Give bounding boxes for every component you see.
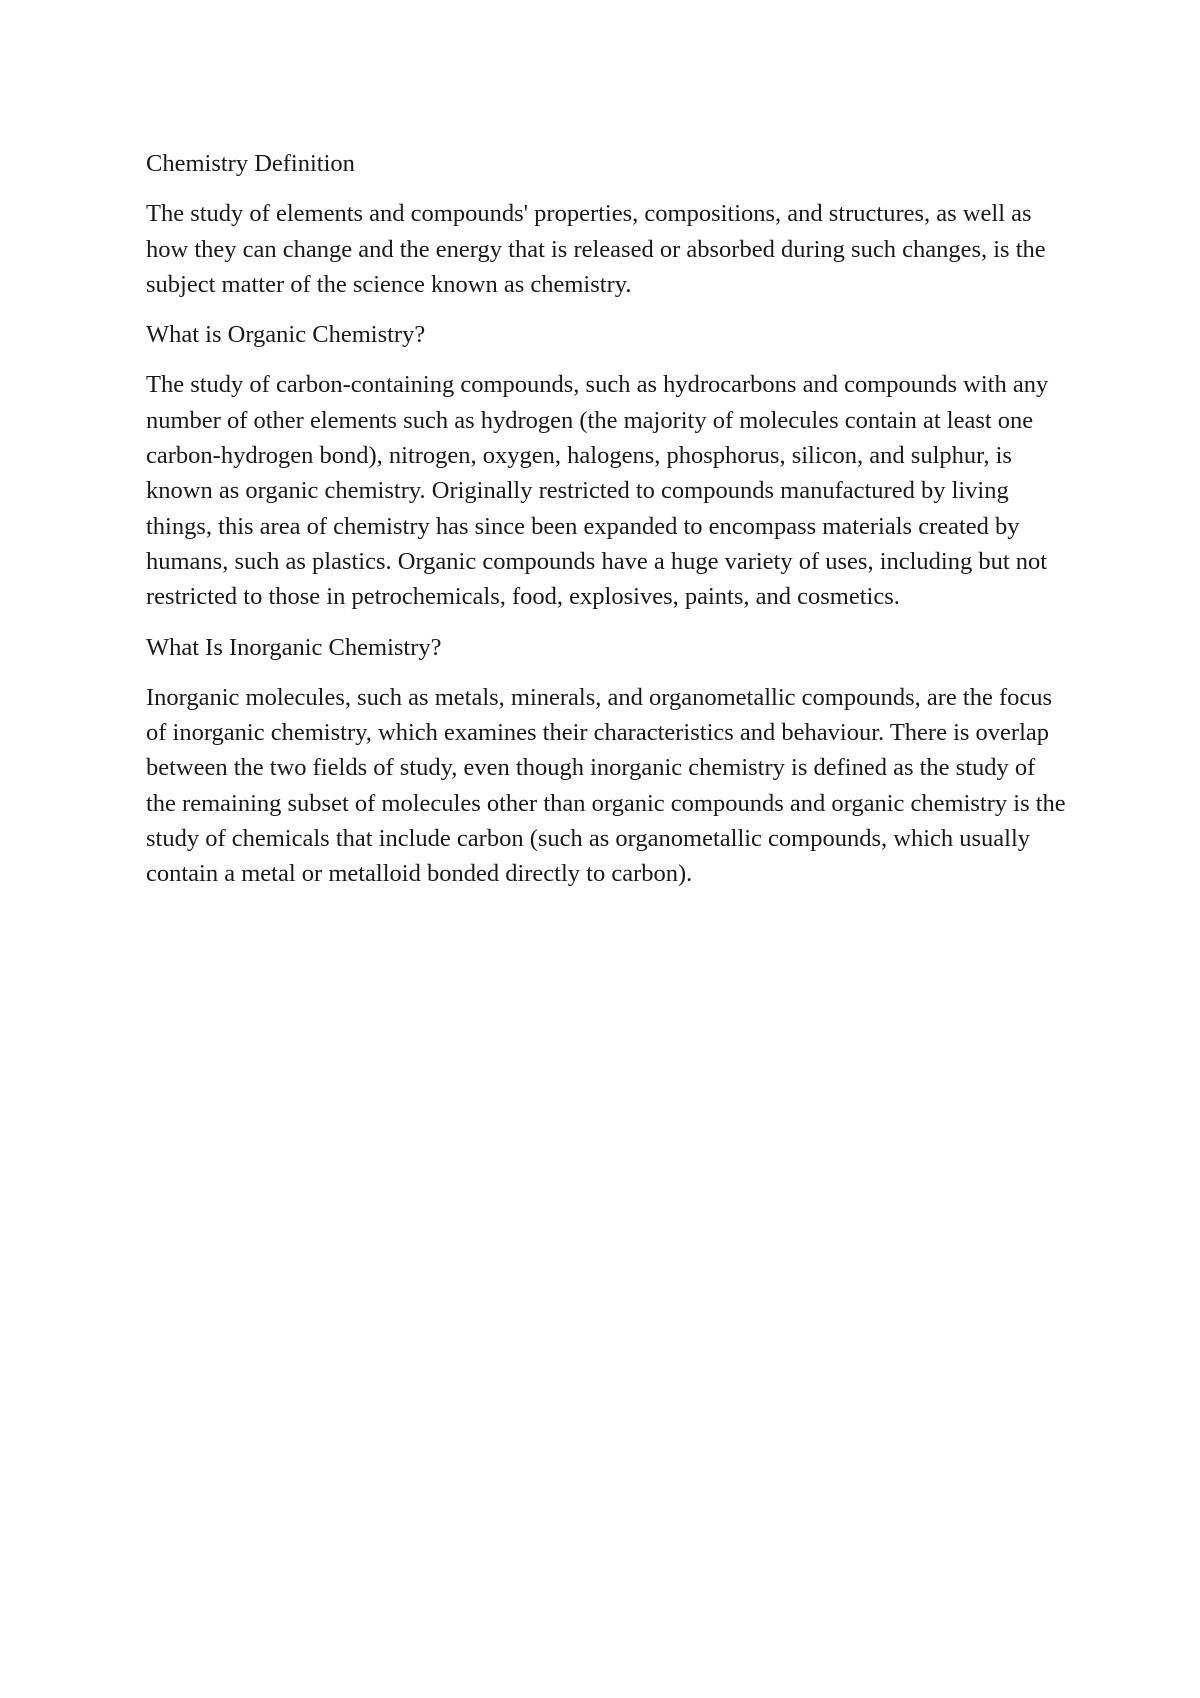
section-paragraph-inorganic-chemistry: Inorganic molecules, such as metals, minerals, and organometallic compounds, are the focus of inorganic chemistry, which examines their characteristics and behaviour. There is overlap between the two fields of study, even though inorganic chemistry is defined as the study of the remaining subset of molecules other than organic compounds and organic chemistry is the study of chemicals that include carbon (such as organometallic compounds, which usually contain a metal or metalloid bonded directly to carbon). <box>146 683 1066 888</box>
document-content <box>146 146 1066 907</box>
section-heading-organic-chemistry: What is Organic Chemistry? <box>146 321 426 349</box>
section-heading-inorganic-chemistry: What Is Inorganic Chemistry? <box>146 633 442 661</box>
section-heading-chemistry-definition: Chemistry Definition <box>146 150 355 177</box>
section-paragraph-chemistry-definition: The study of elements and compounds' properties, compositions, and structures, as well as how they can change and the energy that is released or absorbed during such changes, is the subject matter of the science known as chemistry. <box>146 200 1046 298</box>
section-paragraph-organic-chemistry: The study of carbon-containing compounds, such as hydrocarbons and compounds with any number of other elements such as hydrogen (the majority of molecules contain at least one carbon-hydrogen bond), nitrogen, oxygen, halogens, phosphorus, silicon, and sulphur, is known as organic chemistry. Originally restricted to compounds manufactured by living things, this area of chemistry has since been expanded to encompass materials created by humans, such as plastics. Organic compounds have a huge variety of uses, including but not restricted to those in petrochemicals, food, explosives, paints, and cosmetics. <box>146 371 1049 611</box>
